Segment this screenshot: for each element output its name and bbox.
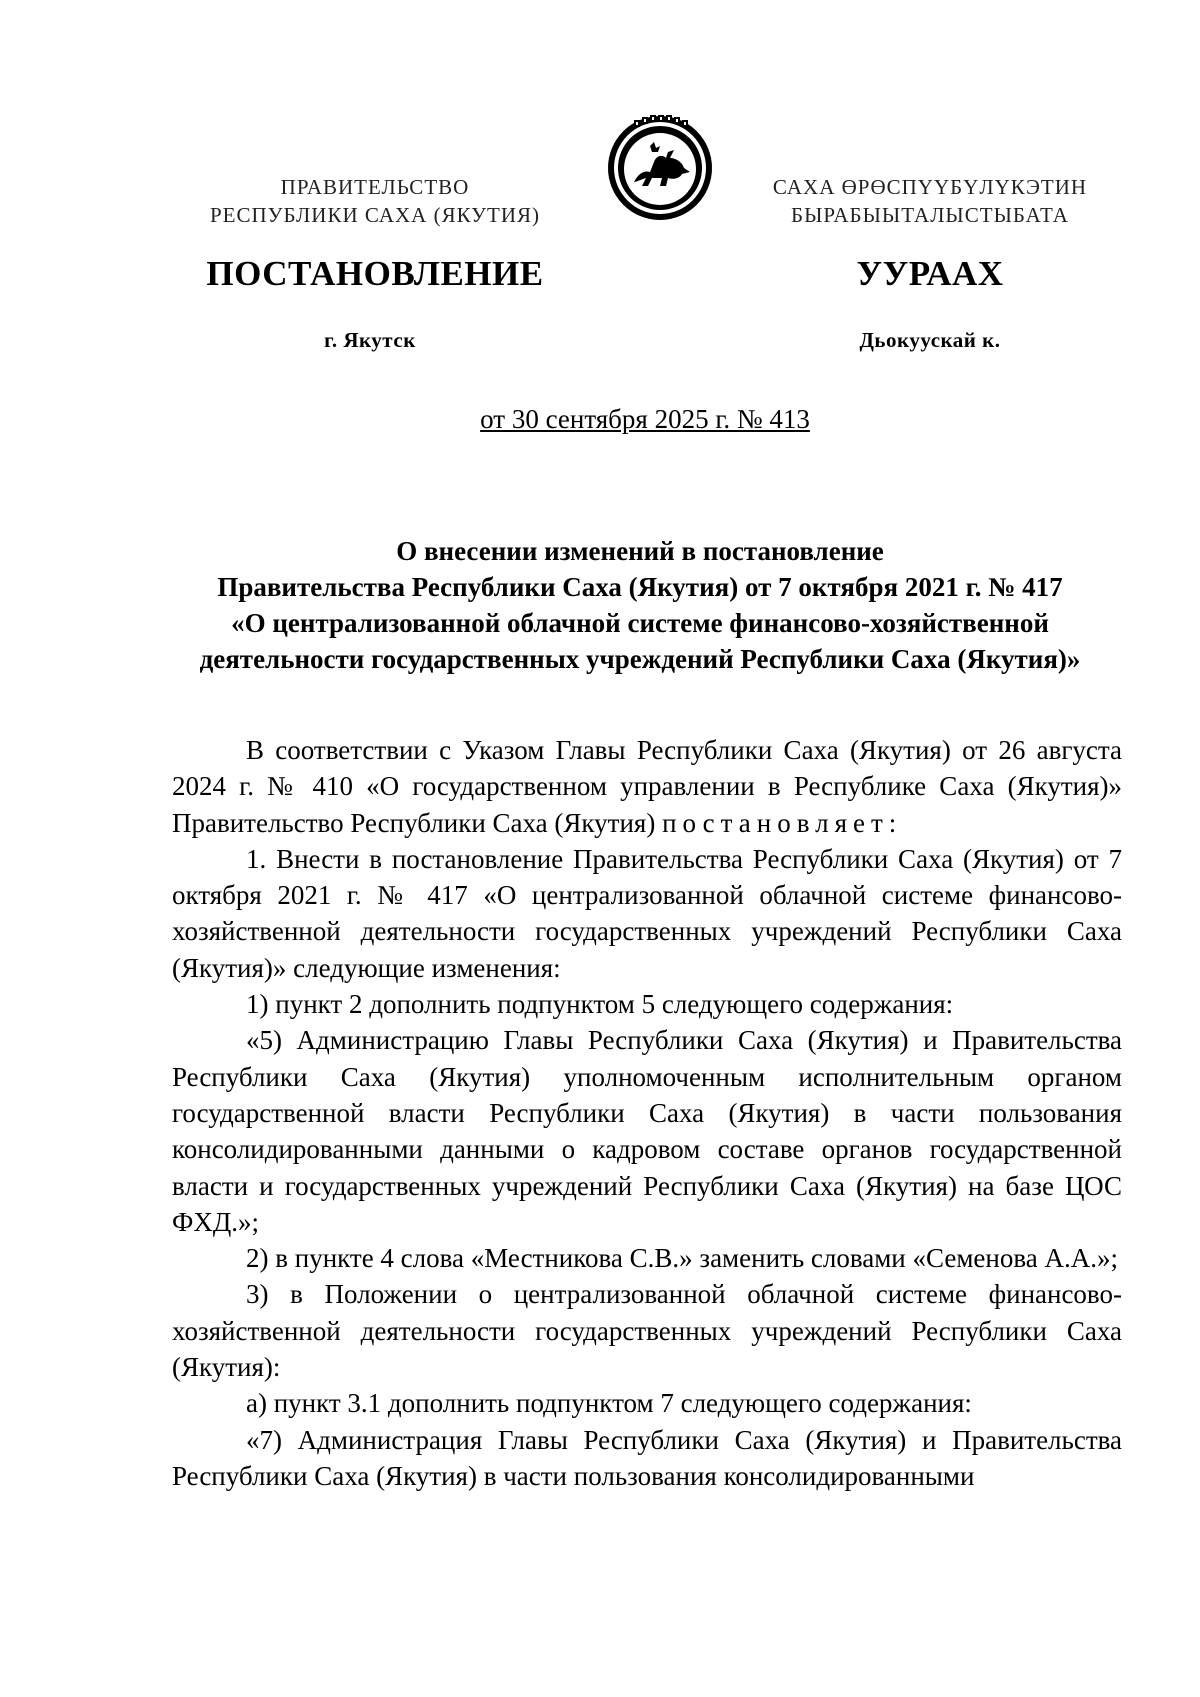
header-left-line2: РЕСПУБЛИКИ САХА (ЯКУТИЯ) [209, 203, 541, 227]
title-line-1: О внесении изменений в постановление [396, 536, 884, 566]
header-right [735, 173, 1125, 229]
city-yakut: Дьокуускай к. [859, 328, 1001, 352]
doc-type-russian: ПОСТАНОВЛЕНИЕ [206, 254, 544, 293]
document-body [172, 732, 1122, 1494]
doc-type-yakut: УУРААХ [856, 254, 1004, 293]
document-date-number [0, 402, 1200, 436]
paragraph-quote-7: «7) Администрация Главы Республики Саха (Якутия) и Правительства Республики Саха (Якутия) в части пользования консолидированными [172, 1424, 1122, 1491]
paragraph-subitem-2: 2) в пункте 4 слова «Местникова С.В.» заменить словами «Семенова А.А.»; [246, 1243, 1118, 1274]
paragraph-subitem-a: а) пункт 3.1 дополнить подпунктом 7 следующего содержания: [246, 1388, 972, 1419]
title-line-4: деятельности государственных учреждений Республики Саха (Якутия)» [199, 644, 1081, 674]
resolves-word: постановляет: [662, 807, 903, 838]
paragraph-subitem-1: 1) пункт 2 дополнить подпунктом 5 следующего содержания: [246, 989, 954, 1020]
republic-emblem-icon [604, 112, 716, 224]
paragraph-subitem-3: 3) в Положении о централизованной облачной системе финансово-хозяйственной деятельности государственных учреждений Республики Саха (Якутия): [172, 1279, 1122, 1383]
header-right-line1: САХА ӨРӨСПҮҮБҮЛҮКЭТИН [772, 175, 1088, 199]
paragraph-item-1: 1. Внести в постановление Правительства Республики Саха (Якутия) от 7 октября 2021 г. № 417 «О централизованной облачной системе финансово-хозяйственной деятельности государственных учреждений Республики Саха (Якутия)» следующие изменения: [172, 843, 1122, 983]
title-line-3: «О централизованной облачной системе финансово-хозяйственной [231, 608, 1049, 638]
paragraph-quote-5: «5) Администрацию Главы Республики Саха (Якутия) и Правительства Республики Саха (Якутия) уполномоченным исполнительным органом государственной власти Республики Саха (Якутия) в части пользования консолидированными данными о кадровом составе органов государственной власти и государственных учреждений Республики Саха (Якутия) на базе ЦОС ФХД.»; [172, 1025, 1122, 1237]
title-line-2: Правительства Республики Саха (Якутия) от 7 октября 2021 г. № 417 [217, 572, 1063, 602]
document-date-text: от 30 сентября 2025 г. № 413 [480, 404, 810, 434]
preamble-text: В соответствии с Указом Главы Республики Саха (Якутия) от 26 августа 2024 г. № 410 «О государственном управлении в Республике Саха (Якутия)» Правительство Республики Саха (Якутия) [172, 735, 1122, 838]
city-russian: г. Якутск [324, 328, 416, 352]
document-title [150, 533, 1130, 677]
header-left-line1: ПРАВИТЕЛЬСТВО [280, 175, 470, 199]
header-right-line2: БЫРАБЫЫТАЛЫСТЫБАТА [791, 203, 1069, 227]
header-left [180, 173, 570, 229]
paragraph-preamble [172, 732, 1122, 841]
